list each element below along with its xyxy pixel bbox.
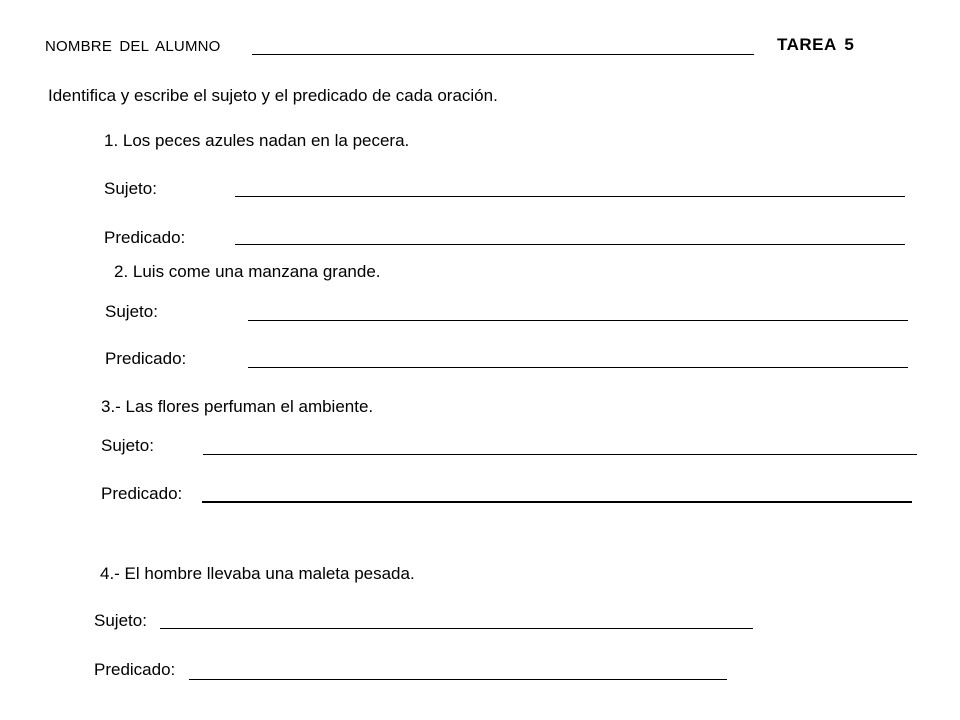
exercise-2-subject-label: Sujeto: xyxy=(105,302,158,321)
exercise-4-subject-label: Sujeto: xyxy=(94,611,147,630)
student-name-label: NOMBRE DEL ALUMNO xyxy=(45,38,221,55)
exercise-4-predicate-field[interactable] xyxy=(189,679,727,680)
assignment-title: TAREA 5 xyxy=(777,35,855,54)
exercise-3-predicate-field[interactable] xyxy=(202,501,912,503)
instructions-text: Identifica y escribe el sujeto y el predicado de cada oración. xyxy=(48,86,498,105)
exercise-3-subject-field[interactable] xyxy=(203,454,917,455)
exercise-2-sentence: 2. Luis come una manzana grande. xyxy=(114,262,381,281)
exercise-2-predicate-field[interactable] xyxy=(248,367,908,368)
exercise-4-predicate-label: Predicado: xyxy=(94,660,176,679)
exercise-1-subject-label: Sujeto: xyxy=(104,179,157,198)
exercise-1-predicate-label: Predicado: xyxy=(104,228,186,247)
student-name-field[interactable] xyxy=(252,54,754,55)
exercise-3-subject-label: Sujeto: xyxy=(101,436,154,455)
exercise-1-subject-field[interactable] xyxy=(235,196,905,197)
exercise-4-sentence: 4.- El hombre llevaba una maleta pesada. xyxy=(100,564,415,583)
exercise-1-predicate-field[interactable] xyxy=(235,244,905,245)
exercise-1-sentence: 1. Los peces azules nadan en la pecera. xyxy=(104,131,410,150)
exercise-2-predicate-label: Predicado: xyxy=(105,349,187,368)
exercise-3-predicate-label: Predicado: xyxy=(101,484,183,503)
exercise-4-subject-field[interactable] xyxy=(160,628,753,629)
exercise-2-subject-field[interactable] xyxy=(248,320,908,321)
exercise-3-sentence: 3.- Las flores perfuman el ambiente. xyxy=(101,397,374,416)
